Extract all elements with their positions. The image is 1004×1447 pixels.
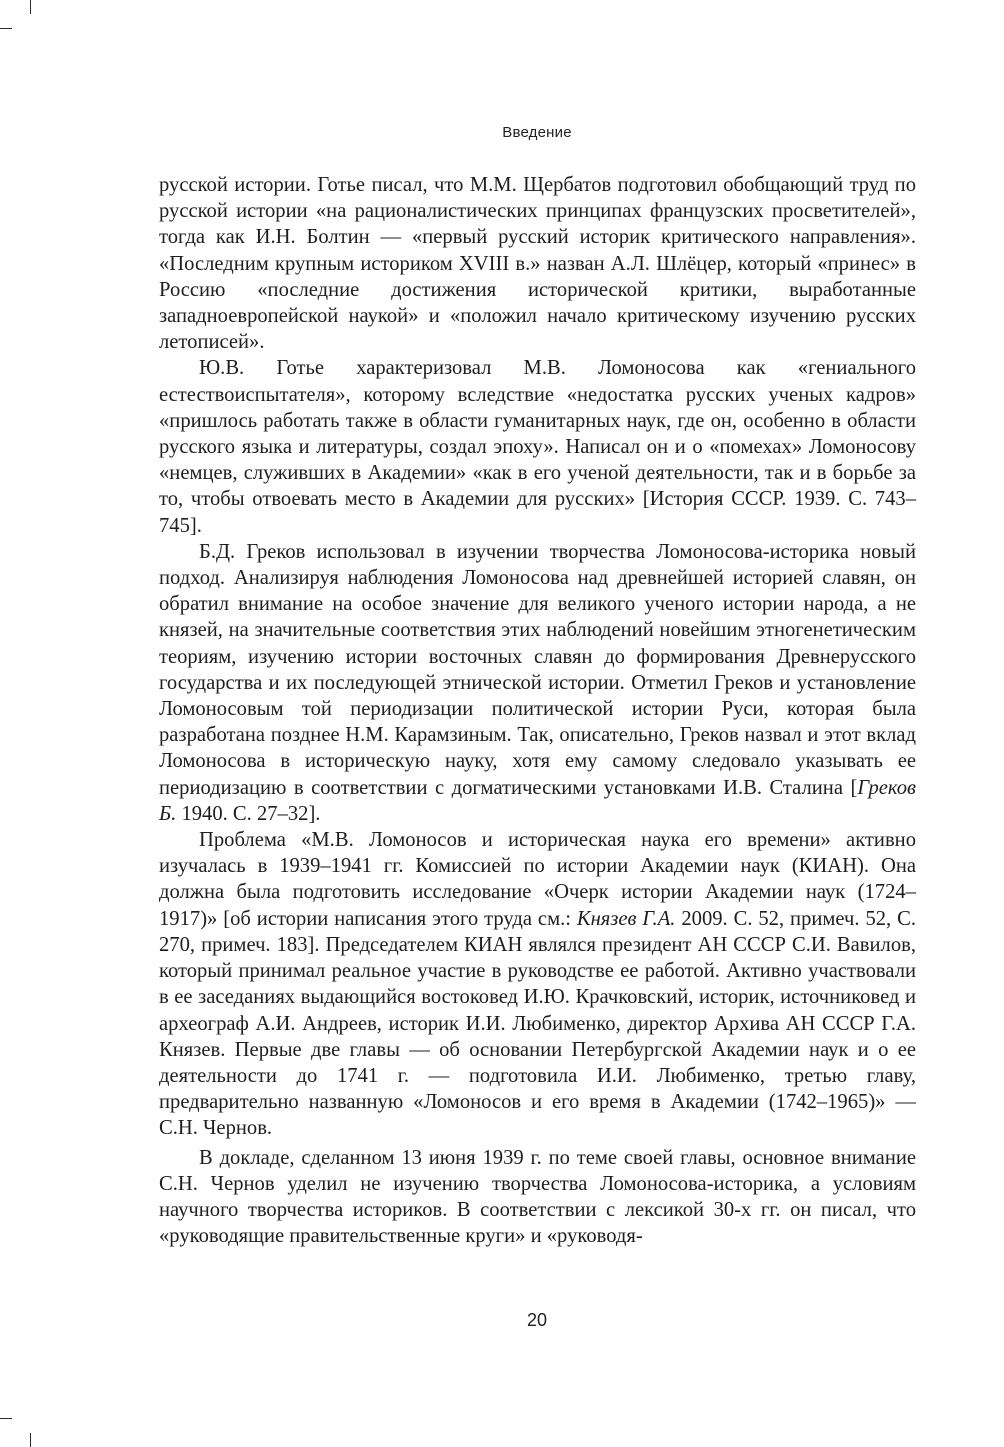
- paragraph: [159, 355, 916, 538]
- text-run: русской истории. Готье писал, что М.М. Щербатов подготовил обобщающий труд по русской истории «на рационалистических принципах французских просветителей», тогда как И.Н. Болтин — «первый русский историк критического направления». «Последним крупным историком XVIII в.» назван А.Л. Шлёцер, который «принес» в Россию «последние достижения исторической критики, выработанные западноевропейской наукой» и «положил начало критическому изучению русских летописей».: [159, 174, 916, 354]
- crop-mark-bottom-left-vertical: [30, 1433, 31, 1447]
- text-run: 1940. С. 27–32].: [176, 802, 321, 825]
- text-body: [159, 172, 916, 1249]
- text-run: Проблема «М.В. Ломоносов и историческая наука его времени» активно изучалась в 1939–1941 гг. Комиссией по истории Академии наук (КИАН). Она должна была подготовить исследование «Очерк истории Академии наук (1724–1917)» [об истории написания этого труда см.:: [159, 829, 916, 930]
- italic-author-ref: Греков Б.: [159, 776, 916, 825]
- paragraph: [159, 539, 916, 827]
- text-run: 2009. С. 52, примеч. 52, С. 270, примеч. 183]. Председателем КИАН являлся президент АН СССР С.И. Вавилов, который принимал реальное участие в руководстве ее работой. Активно участвовали в ее заседаниях выдающийся востоковед И.Ю. Крачковский, историк, источниковед и археограф А.И. Андреев, историк И.И. Любименко, директор Архива АН СССР Г.А. Князев. Первые две главы — об основании Петербургской Академии наук и о ее деятельности до 1741 г. — подготовила И.И. Любименко, третью главу, предварительно названную «Ломоносов и его время в Академии (1742–1965)» — С.Н. Чернов.: [159, 907, 916, 1140]
- text-run: В докладе, сделанном 13 июня 1939 г. по теме своей главы, основное внимание С.Н. Чернов уделил не изучению творчества Ломоносова-историка, а условиям научного творчества историков. В соответствии с лексикой 30-х гг. он писал, что «руководящие правительственные круги» и «руководя-: [159, 1146, 916, 1248]
- text-run: Б.Д. Греков использовал в изучении творчества Ломоносова-историка новый подход. Анализируя наблюдения Ломоносова над древнейшей историей славян, он обратил внимание на особое значение для великого ученого истории народа, а не князей, на значительные соответствия этих наблюдений новейшим этногенетическим теориям, изучению истории восточных славян до формирования Древнерусского государства и их последующей этнической истории. Отметил Греков и установление Ломоносовым той периодизации политической истории Руси, которая была разработана позднее Н.М. Карамзиным. Так, описательно, Греков назвал и этот вклад Ломоносова в историческую науку, хотя ему самому следовало указывать ее периодизацию в соответствии с догматическими установками И.В. Сталина [: [159, 540, 916, 799]
- italic-author-ref: Князев Г.А.: [576, 907, 676, 930]
- page-number: 20: [526, 1310, 548, 1330]
- crop-mark-top-left-vertical: [30, 0, 31, 14]
- crop-mark-bottom-left-horizontal: [0, 1418, 12, 1419]
- running-head: Введение: [502, 124, 572, 141]
- text-run: Ю.В. Готье характеризовал М.В. Ломоносова как «гениального естествоиспытателя», которому вследствие «недостатка русских ученых кадров» «пришлось работать также в области гуманитарных наук, где он, особенно в области русского языка и литературы, создал эпоху». Написал он и о «помехах» Ломоносову «немцев, служивших в Академии» «как в его ученой деятельности, так и в борьбе за то, чтобы отвоевать место в Академии для русских» [История СССР. 1939. С. 743–745].: [159, 357, 916, 537]
- paragraph: [159, 827, 916, 1141]
- paragraph: [159, 172, 916, 355]
- paragraph: [159, 1145, 916, 1250]
- crop-mark-top-left-horizontal: [0, 28, 12, 29]
